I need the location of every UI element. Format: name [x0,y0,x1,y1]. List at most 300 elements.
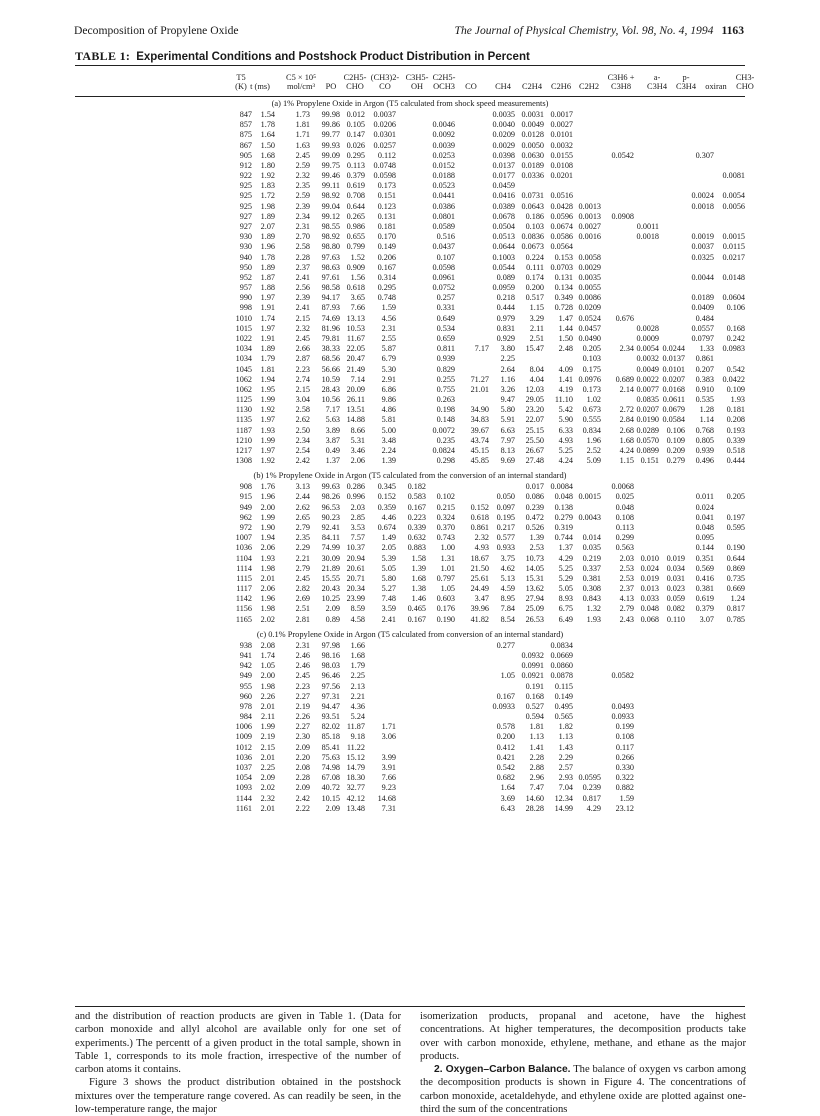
table-cell-ch4-col: 0.0209 [492,130,515,140]
column-header-top [705,73,726,82]
table-cell-c2h2-col: 2.52 [586,445,601,455]
table-cell-c3h6-c3h8-col: 0.113 [615,523,634,533]
table-cell-t5-col: 1156 [235,604,252,614]
column-header-top: CH3- [735,73,755,82]
table-cell-t5-col: 942 [239,661,252,671]
table-row [0,753,820,763]
table-cell-propanal-col: 1.52 [350,252,365,262]
table-cell-c3h6-c3h8-col: 1.15 [619,456,634,466]
table-cell-t5-col: 1093 [235,783,252,793]
table-cell-time-col: 1.91 [260,303,275,313]
table-cell-t5-col: 847 [239,110,252,119]
table-cell-oxiran-col: 0.0189 [691,293,714,303]
table-cell-propanal-col: 0.799 [346,242,365,252]
table-cell-ch4-col: 0.0513 [492,232,515,242]
table-cell-propanal-col: 0.012 [346,110,365,119]
table-row [0,405,820,415]
table-cell-c3h6-c3h8-col: 23.12 [615,803,634,813]
table-cell-acetone-col: 5.30 [381,364,396,374]
table-row [0,385,820,395]
table-cell-propanal-col: 0.286 [346,482,365,492]
table-cell-conc-col: 2.19 [295,701,310,711]
table-cell-acetone-col: 5.87 [381,344,396,354]
table-cell-conc-col: 2.31 [295,221,310,231]
table-cell-ch4-col: 4.62 [500,563,515,573]
column-header-bottom: CHO [346,82,364,91]
table-cell-time-col: 1.87 [260,272,275,282]
table-cell-ethyl-methyl-ether-col: 0.324 [436,512,455,522]
table-cell-acetone-col: 5.81 [381,415,396,425]
table-row [0,181,820,191]
column-header-top [579,73,599,82]
table-cell-c2h6-col: 5.42 [558,405,573,415]
table-cell-t5-col: 1117 [236,584,252,594]
table-cell-c2h4-col: 29.05 [525,395,544,405]
table-cell-conc-col: 2.79 [295,563,310,573]
table-cell-propanal-col: 2.13 [350,681,365,691]
table-cell-oxiran-col: 0.0019 [691,232,714,242]
table-cell-co-col: 0.152 [470,502,489,512]
table-cell-propanal-col: 7.14 [350,374,365,384]
table-cell-ch4-col: 0.831 [496,323,515,333]
table-cell-c2h4-col: 7.47 [529,783,544,793]
table-cell-propyne-col: 0.0207 [662,374,685,384]
table-cell-c2h6-col: 12.34 [554,793,573,803]
table-cell-c3h6-c3h8-col: 4.24 [619,445,634,455]
table-section-title: (c) 0.1% Propylene Oxide in Argon (T5 calculated from conversion of an internal standard) [256,629,564,639]
table-cell-propanal-col: 0.996 [346,492,365,502]
table-cell-c2h2-col: 4.29 [586,803,601,813]
table-cell-ch4-col: 0.0416 [492,191,515,201]
table-cell-ethyl-methyl-ether-col: 0.0824 [432,445,455,455]
table-cell-conc-col: 2.09 [295,742,310,752]
table-cell-propanal-col: 1.79 [350,661,365,671]
column-header-conc-col [286,73,316,91]
table-cell-propyne-col: 0.0584 [662,415,685,425]
table-cell-time-col: 1.81 [260,364,275,374]
table-cell-c2h6-col: 5.29 [558,573,573,583]
table-cell-time-col: 1.74 [260,313,275,323]
table-cell-ethyl-methyl-ether-col: 0.255 [436,374,455,384]
table-row [0,273,820,283]
table-cell-conc-col: 2.23 [295,681,310,691]
table-cell-propyne-col: 0.059 [666,594,685,604]
table-cell-acetaldehyde-col: 0.542 [726,364,745,374]
table-cell-ch4-col: 2.64 [500,364,515,374]
table-row [0,604,820,614]
table-cell-conc-col: 2.45 [295,671,310,681]
table-cell-ch4-col: 3.75 [500,553,515,563]
table-cell-propanal-col: 20.61 [346,563,365,573]
table-row [0,232,820,242]
table-cell-oxiran-col: 0.0018 [691,201,714,211]
table-cell-propanal-col: 0.644 [346,201,365,211]
table-cell-time-col: 1.89 [260,232,275,242]
table-cell-c2h6-col: 1.47 [558,313,573,323]
table-cell-po-col: 93.51 [321,712,340,722]
table-cell-ch4-col: 0.200 [496,732,515,742]
column-header-bottom: C3H4 [675,82,697,91]
table-cell-acetone-col: 1.59 [381,303,396,313]
table-cell-conc-col: 1.63 [295,140,310,150]
table-cell-po-col: 99.93 [321,140,340,150]
table-cell-time-col: 1.79 [260,354,275,364]
table-cell-c3h6-c3h8-col: 0.563 [615,543,634,553]
table-cell-po-col: 10.59 [321,374,340,384]
table-cell-co-col: 0.618 [470,512,489,522]
body-column-right [420,1010,746,1116]
header-journal [455,24,744,37]
table-cell-conc-col: 2.51 [295,604,310,614]
table-cell-propanal-col: 0.147 [346,130,365,140]
table-cell-c2h2-col: 0.0015 [578,492,601,502]
table-cell-ch4-col: 8.54 [500,614,515,624]
table-cell-time-col: 1.78 [260,252,275,262]
table-cell-po-col: 30.09 [321,553,340,563]
table-cell-ethyl-methyl-ether-col: 0.516 [436,232,455,242]
table-cell-oxiran-col: 0.0325 [691,252,714,262]
table-cell-c2h4-col: 22.07 [525,415,544,425]
table-cell-c3h6-c3h8-col: 0.0582 [611,671,634,681]
table-cell-acetaldehyde-col: 0.0148 [722,272,745,282]
table-cell-ch4-col: 0.195 [496,512,515,522]
table-cell-time-col: 2.00 [260,671,275,681]
table-cell-oxiran-col: 0.0037 [691,242,714,252]
table-cell-allene-col: 0.0835 [636,395,659,405]
table-cell-ch4-col: 0.979 [496,313,515,323]
table-cell-co-col: 25.61 [470,573,489,583]
table-cell-po-col: 85.18 [321,732,340,742]
table-row [0,773,820,783]
table-row [0,743,820,753]
table-row [0,283,820,293]
table-cell-ethyl-methyl-ether-col: 0.603 [436,594,455,604]
table-cell-propyne-col: 0.0244 [662,344,685,354]
table-cell-c2h4-col: 1.15 [529,303,544,313]
table-cell-propyne-col: 0.0168 [662,384,685,394]
table-cell-time-col: 1.97 [260,293,275,303]
table-cell-po-col: 15.55 [321,573,340,583]
table-cell-c2h6-col: 0.0516 [550,191,573,201]
table-cell-conc-col: 2.35 [295,533,310,543]
table-cell-t5-col: 930 [239,232,252,242]
table-cell-c3h6-c3h8-col: 2.14 [619,384,634,394]
table-row [0,334,820,344]
table-cell-conc-col: 2.82 [295,584,310,594]
table-cell-acetone-col: 5.80 [381,573,396,583]
table-cell-conc-col: 2.59 [295,191,310,201]
table-cell-acetone-col: 5.27 [381,584,396,594]
table-cell-conc-col: 2.44 [295,492,310,502]
table-cell-time-col: 1.98 [260,563,275,573]
table-cell-c2h4-col: 0.0031 [521,110,544,119]
table-cell-propanal-col: 5.31 [350,435,365,445]
table-cell-po-col: 99.12 [321,211,340,221]
table-cell-propanal-col: 5.24 [350,712,365,722]
table-cell-acetaldehyde-col: 0.869 [726,563,745,573]
table-cell-time-col: 2.32 [260,793,275,803]
table-cell-propyne-col: 0.031 [666,573,685,583]
table-cell-co-col: 18.67 [470,553,489,563]
table-cell-t5-col: 949 [239,671,252,681]
table-cell-time-col: 2.11 [260,712,275,722]
table-cell-t5-col: 912 [239,160,252,170]
table-cell-oxiran-col: 1.28 [699,405,714,415]
table-cell-propanal-col: 14.88 [346,415,365,425]
table-cell-c2h2-col: 0.0524 [578,313,601,323]
table-cell-time-col: 2.02 [260,783,275,793]
table-cell-oxiran-col: 0.805 [695,435,714,445]
table-cell-c2h4-col: 0.0921 [521,671,544,681]
table-row [0,523,820,533]
table-cell-c3h6-c3h8-col: 2.43 [619,614,634,624]
table-cell-co-col: 34.83 [470,415,489,425]
table-cell-acetaldehyde-col: 0.197 [726,512,745,522]
table-cell-ch4-col: 0.0644 [492,242,515,252]
table-cell-c3h6-c3h8-col: 0.299 [615,533,634,543]
table-cell-c3h6-c3h8-col: 0.0908 [611,211,634,221]
table-cell-c2h4-col: 0.191 [525,681,544,691]
table-cell-po-col: 3.87 [325,435,340,445]
table-cell-c2h2-col: 0.0016 [578,232,601,242]
table-cell-c2h6-col: 6.75 [558,604,573,614]
table-cell-po-col: 5.63 [325,415,340,425]
table-row [0,446,820,456]
table-cell-ch4-col: 0.0544 [492,262,515,272]
table-cell-c2h6-col: 0.744 [554,533,573,543]
table-row [0,120,820,130]
table-cell-propanal-col: 3.65 [350,293,365,303]
table-cell-conc-col: 2.27 [295,691,310,701]
table-cell-propanal-col: 0.295 [346,150,365,160]
table-cell-ch4-col: 0.933 [496,543,515,553]
table-cell-c2h6-col: 0.0027 [550,120,573,130]
column-header-co-col [465,73,477,91]
table-cell-po-col: 97.61 [321,272,340,282]
column-header-top: p- [682,73,690,82]
table-cell-c2h6-col: 0.0586 [550,232,573,242]
table-cell-c3h6-c3h8-col: 0.0933 [611,712,634,722]
table-cell-po-col: 98.58 [321,283,340,293]
table-cell-acetone-col: 7.48 [381,594,396,604]
table-cell-acetone-col: 2.24 [381,445,396,455]
table-cell-po-col: 0.49 [325,445,340,455]
table-cell-acetone-col: 2.31 [381,323,396,333]
table-cell-c3h6-c3h8-col: 2.68 [619,425,634,435]
table-cell-c2h4-col: 0.594 [525,712,544,722]
table-cell-conc-col: 3.04 [295,395,310,405]
table-cell-propanal-col: 1.68 [350,651,365,660]
table-cell-acetone-col: 2.55 [381,333,396,343]
table-cell-c2h2-col: 1.96 [586,435,601,445]
table-cell-oxiran-col: 0.910 [695,384,714,394]
table-cell-propanal-col: 13.13 [346,313,365,323]
table-cell-allyl-alcohol-col: 0.465 [407,604,426,614]
table-cell-time-col: 2.01 [260,803,275,813]
table-cell-propyne-col: 0.0611 [662,395,685,405]
table-cell-time-col: 1.91 [260,333,275,343]
table-row [0,702,820,712]
table-cell-t5-col: 1187 [235,425,252,435]
table-cell-ethyl-methyl-ether-col: 0.0598 [432,262,455,272]
header-journal-name: The Journal of Physical Chemistry, Vol. 98, No. 4, 1994 [454,24,714,37]
table-cell-allyl-alcohol-col: 1.39 [411,563,426,573]
table-cell-acetaldehyde-col: 0.735 [726,573,745,583]
column-header-allene-col [647,73,667,91]
table-cell-c2h4-col: 26.67 [525,445,544,455]
table-cell-c3h6-c3h8-col: 4.13 [619,594,634,604]
table-cell-acetone-col: 0.295 [377,283,396,293]
table-cell-ch4-col: 5.80 [500,405,515,415]
table-cell-t5-col: 915 [239,492,252,502]
column-header-ethyl-methyl-ether-col [433,73,456,91]
column-header-top: C5 × 10⁵ [286,73,316,82]
table-row [0,492,820,502]
table-cell-c3h6-c3h8-col: 0.0068 [611,482,634,492]
table-cell-ch4-col: 5.91 [500,415,515,425]
table-cell-c2h6-col: 5.25 [558,563,573,573]
table-cell-allene-col: 0.0049 [636,364,659,374]
table-cell-c2h4-col: 27.48 [525,456,544,466]
table-cell-acetone-col: 7.66 [381,773,396,783]
table-cell-c2h4-col: 26.53 [525,614,544,624]
table-row [0,110,820,120]
table-cell-po-col: 98.16 [321,651,340,660]
table-row [0,426,820,436]
table-row [0,222,820,232]
table-cell-ch4-col: 8.13 [500,445,515,455]
table-cell-acetone-col: 0.149 [377,242,396,252]
table-cell-ch4-col: 0.218 [496,293,515,303]
table-cell-ethyl-methyl-ether-col: 0.331 [436,303,455,313]
table-cell-t5-col: 1114 [236,563,252,573]
table-cell-conc-col: 2.45 [295,573,310,583]
table-cell-c2h6-col: 5.90 [558,415,573,425]
table-cell-c2h6-col: 5.05 [558,584,573,594]
table-cell-c2h4-col: 2.28 [529,752,544,762]
table-row [0,171,820,181]
table-cell-po-col: 99.63 [321,482,340,492]
table-cell-c2h2-col: 0.0976 [578,374,601,384]
table-cell-time-col: 2.25 [260,762,275,772]
table-row [0,293,820,303]
table-cell-po-col: 98.03 [321,661,340,671]
table-cell-propanal-col: 0.265 [346,211,365,221]
table-cell-po-col: 98.92 [321,191,340,201]
table-cell-t5-col: 1034 [235,354,252,364]
table-cell-allyl-alcohol-col: 1.58 [411,553,426,563]
table-cell-oxiran-col: 0.861 [695,354,714,364]
table-cell-t5-col: 962 [239,512,252,522]
table-cell-c2h2-col: 0.0035 [578,272,601,282]
table-cell-conc-col: 2.45 [295,150,310,160]
table-cell-c2h6-col: 0.0201 [550,171,573,181]
table-row [0,732,820,742]
table-row [0,554,820,564]
table-cell-time-col: 1.93 [260,425,275,435]
table-cell-c2h2-col: 0.0027 [578,221,601,231]
table-cell-po-col: 98.80 [321,242,340,252]
section-heading: 2. Oxygen–Carbon Balance. [434,1064,571,1076]
table-cell-time-col: 1.92 [260,456,275,466]
table-cell-po-col: 38.33 [321,344,340,354]
table-cell-ch4-col: 0.542 [496,762,515,772]
table-cell-c2h4-col: 12.03 [525,384,544,394]
table-cell-propanal-col: 11.87 [346,722,365,732]
table-cell-acetaldehyde-col: 0.242 [726,333,745,343]
table-cell-propanal-col: 23.99 [346,594,365,604]
table-cell-t5-col: 905 [239,150,252,160]
table-cell-t5-col: 1142 [235,594,252,604]
table-cell-conc-col: 2.35 [295,181,310,191]
table-cell-time-col: 1.64 [260,130,275,140]
column-header-top: a- [653,73,661,82]
table-cell-c3h6-c3h8-col: 2.34 [619,344,634,354]
table-cell-t5-col: 998 [239,303,252,313]
table-cell-propanal-col: 10.53 [346,323,365,333]
table-cell-propanal-col: 0.619 [346,181,365,191]
table-cell-allene-col: 0.019 [640,573,659,583]
table-cell-t5-col: 952 [239,272,252,282]
table-cell-ch4-col: 0.277 [496,640,515,650]
table-cell-c2h6-col: 0.138 [554,502,573,512]
column-header-bottom: CO [379,82,391,91]
table-cell-ch4-col: 0.1003 [492,252,515,262]
table-row [0,202,820,212]
table-cell-time-col: 1.76 [260,482,275,492]
table-cell-c2h2-col: 0.0029 [578,262,601,272]
table-cell-allene-col: 0.0054 [636,344,659,354]
table-cell-ethyl-methyl-ether-col: 0.0092 [432,130,455,140]
table-cell-c2h6-col: 0.0155 [550,150,573,160]
table-cell-ch4-col: 5.13 [500,573,515,583]
column-header-c2h2-col [579,73,599,91]
table-row [0,564,820,574]
table-row [0,574,820,584]
table-cell-c2h6-col: 0.0017 [550,110,573,119]
table-cell-allene-col: 0.0899 [636,445,659,455]
table-cell-time-col: 1.98 [260,201,275,211]
table-cell-allene-col: 0.010 [640,553,659,563]
table-cell-c2h4-col: 2.11 [529,323,544,333]
table-cell-conc-col: 1.71 [295,130,310,140]
table-cell-conc-col: 2.65 [295,512,310,522]
table-cell-ethyl-methyl-ether-col: 1.00 [440,543,455,553]
table-cell-po-col: 94.17 [321,293,340,303]
table-cell-conc-col: 2.54 [295,445,310,455]
table-cell-conc-col: 2.41 [295,303,310,313]
table-cell-c2h6-col: 0.0878 [550,671,573,681]
table-cell-t5-col: 950 [239,262,252,272]
table-cell-c2h4-col: 28.28 [525,803,544,813]
table-cell-ch4-col: 0.929 [496,333,515,343]
table-cell-po-col: 10.15 [321,793,340,803]
table-cell-oxiran-col: 0.351 [695,553,714,563]
table-cell-c2h6-col: 4.93 [558,435,573,445]
table-cell-allyl-alcohol-col: 0.339 [407,523,426,533]
table-cell-oxiran-col: 0.496 [695,456,714,466]
table-cell-ch4-col: 9.69 [500,456,515,466]
table-cell-po-col: 40.72 [321,783,340,793]
table-cell-allene-col: 0.0289 [636,425,659,435]
table-cell-propanal-col: 1.66 [350,640,365,650]
table-cell-acetone-col: 0.0748 [373,160,396,170]
table-cell-oxiran-col: 0.0409 [691,303,714,313]
table-cell-ch4-col: 0.577 [496,533,515,543]
table-cell-t5-col: 1135 [235,415,252,425]
table-cell-ch4-col: 0.0678 [492,211,515,221]
table-cell-c2h6-col: 0.279 [554,512,573,522]
